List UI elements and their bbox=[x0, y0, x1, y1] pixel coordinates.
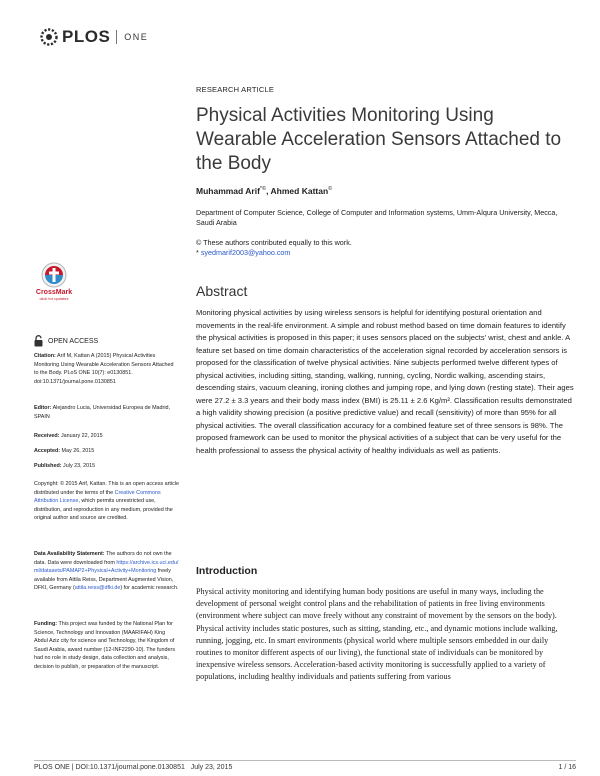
open-access-label: OPEN ACCESS bbox=[48, 337, 99, 345]
funding-label: Funding: bbox=[34, 621, 58, 627]
received-text: January 22, 2015 bbox=[59, 433, 103, 439]
affiliation: Department of Computer Science, College of Computer and Information systems, Umm-Alqura University, Mecca, Saudi Arabia bbox=[196, 208, 558, 227]
article-title: Physical Activities Monitoring Using Wearable Acceleration Sensors Attached to the Body bbox=[196, 105, 562, 174]
contribution-mark: © bbox=[196, 238, 202, 247]
accepted-text: May 26, 2015 bbox=[60, 448, 95, 454]
citation-text: Arif M, Kattan A (2015) Physical Activities Monitoring Using Wearable Acceleration Sensors Attached to the Body. PLoS ONE 10(7): e0130851. doi:10.1371/journal.pone.0130851 bbox=[34, 353, 174, 385]
data-availability-text: The authors do not own the data. Data were downloaded from bbox=[34, 551, 172, 566]
author-separator: , bbox=[266, 186, 271, 196]
data-availability-label: Data Availability Statement: bbox=[34, 551, 105, 557]
article-type: RESEARCH ARTICLE bbox=[196, 85, 275, 94]
dataset-link[interactable]: https://archive.ics.uci.edu/ml/datasets/PAMAP2+Physical+Activity+Monitoring bbox=[34, 559, 179, 575]
data-availability-rest: ) for academic research. bbox=[120, 585, 179, 592]
copyright-block bbox=[34, 480, 179, 523]
editor-block bbox=[34, 404, 179, 421]
plos-one-logo[interactable] bbox=[38, 27, 148, 47]
license-link[interactable]: Creative Commons Attribution License bbox=[34, 489, 161, 505]
footer-divider bbox=[34, 760, 576, 761]
footer-citation: PLOS ONE | DOI:10.1371/journal.pone.0130851 July 23, 2015 bbox=[34, 764, 233, 771]
editor-text: Alejandro Lucia, Universidad Europea de Madrid, SPAIN bbox=[34, 405, 171, 420]
published-label: Published: bbox=[34, 463, 62, 469]
citation-label: Citation: bbox=[34, 353, 56, 359]
received-label: Received: bbox=[34, 433, 60, 439]
data-contact-email[interactable]: attila.reiss@dfki.de bbox=[74, 585, 121, 592]
author-name[interactable]: Muhammad Arif bbox=[196, 186, 260, 196]
editor-label: Editor: bbox=[34, 405, 52, 411]
author-list bbox=[196, 186, 332, 196]
crossmark-icon bbox=[41, 262, 67, 288]
open-access-badge bbox=[34, 335, 98, 347]
accepted-date bbox=[34, 447, 179, 456]
crossmark-subtitle: click for updates bbox=[39, 296, 69, 301]
citation-block bbox=[34, 352, 179, 386]
logo-divider bbox=[116, 30, 117, 44]
contribution-text: These authors contributed equally to this work. bbox=[203, 238, 352, 247]
author-marks: *© bbox=[259, 186, 267, 193]
published-date bbox=[34, 462, 179, 471]
funding-block bbox=[34, 620, 179, 672]
journal-name: ONE bbox=[124, 32, 149, 42]
page-number: 1 / 16 bbox=[558, 764, 576, 771]
copyright-rest: , which permits unrestricted use, distribution, and reproduction in any medium, provided the original author and source are credited. bbox=[34, 498, 173, 522]
plos-wordmark: PLOS bbox=[62, 27, 111, 46]
data-availability-block bbox=[34, 550, 179, 593]
introduction-heading: Introduction bbox=[196, 565, 258, 577]
published-text: July 23, 2015 bbox=[61, 463, 96, 469]
open-lock-icon bbox=[34, 335, 43, 347]
data-availability-mid: freely available from Attila Reiss, Department Augmented Vision, DFKI, Germany ( bbox=[34, 568, 174, 592]
abstract-body: Monitoring physical activities by using wireless sensors is helpful for identifying postural orientation and movements in the real-life environment. A simple and robust method based on time domain features to identify the physical activities is proposed in this paper; it uses sensors placed on the subjects' wrist, chest and ankle. A feature set based on time domain characteristics of the acceleration signal recorded by acceleration sensors is proposed for the classification of twelve physical activities. Nine subjects performed twelve different types of physical activities, including sitting, standing, walking, running, cycling, Nordic walking, ascending stairs, descending stairs, vacuum cleaning, ironing clothes and jumping rope, and lying down (resting state). Their ages were 27.2 ± 3.3 years and their body mass index (BMI) is 25.11 ± 2.6 Kg/m². Classification results demonstrated a high validity showing precision (a positive predictive value) and recall (sensitivity) of more than 95% for all physical activities. The overall classification accuracy for a combined feature set of three sensors is 98%. The proposed framework can be used to monitor the physical activities of a subject that can be very useful for the health professional to assess the physical activity of healthy individuals as well as patients. bbox=[196, 308, 574, 455]
plos-logo-icon bbox=[38, 27, 60, 47]
corresponding-email bbox=[196, 248, 290, 257]
crossmark-badge[interactable] bbox=[34, 262, 74, 301]
funding-text: This project was funded by the National Plan for Science, Technology and Innovation (MAARIFAH) King Abdul Aziz city for science and Technology, the Kingdom of Saudi Arabia, award number (12-INF2290-10). The funders had no role in study design, data collection and analysis, decision to publish, or preparation of the manuscript. bbox=[34, 621, 176, 670]
accepted-label: Accepted: bbox=[34, 448, 61, 454]
received-date bbox=[34, 432, 179, 441]
crossmark-title: CrossMark bbox=[35, 289, 73, 296]
email-link[interactable]: syedmarif2003@yahoo.com bbox=[200, 248, 291, 257]
email-mark: * bbox=[196, 248, 199, 257]
author-name[interactable]: Ahmed Kattan bbox=[270, 186, 329, 196]
author-marks: © bbox=[328, 186, 333, 193]
contribution-note bbox=[196, 238, 352, 247]
abstract-heading: Abstract bbox=[196, 283, 248, 299]
introduction-body: Physical activity monitoring and identifying human body positions are useful in many ways, including the development of personal weight control plans and the rehabilitation of patients in free living environments (environment where subject can move freely without any constraint of movement by the sensors on the body). Physical activity includes static postures, such as sitting, standing, etc., and dynamic motions include walking, running, jogging, etc. In smart environments (physical world where multiple sensors embedded in our daily routines to monitor different aspects of our living), the functional state of individuals can be monitored by inexpensive wireless sensors. Acceleration-based activity monitoring is successfully applied to a variety of populations, including healthy individuals and patients suffering from various bbox=[196, 587, 558, 682]
copyright-text: Copyright: © 2015 Arif, Kattan. This is an open access article distributed under the terms of the bbox=[34, 481, 180, 496]
